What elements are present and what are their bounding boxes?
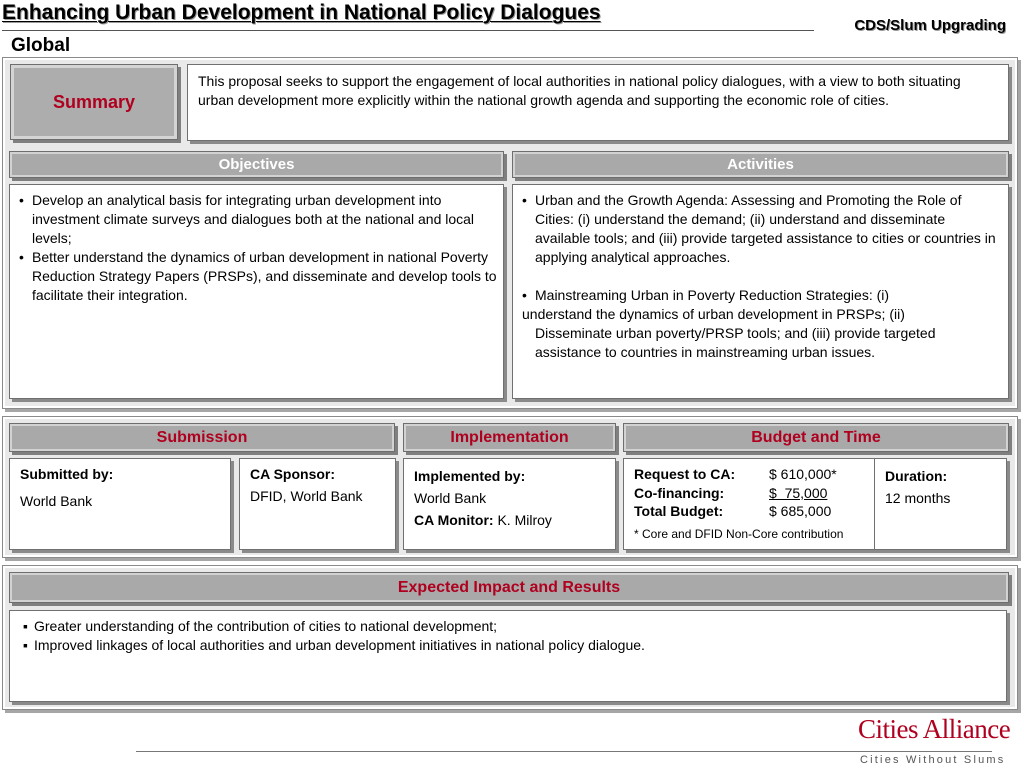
duration-label: Duration: bbox=[885, 468, 948, 484]
cofin-value: $ 75,000 bbox=[769, 484, 828, 501]
objective-item: • Better understand the dynamics of urban development in national Poverty Reduction Strategy Papers (PRSPs), and disseminate and develop tools to facilitate their integration. bbox=[10, 248, 497, 305]
request-label: Request to CA: bbox=[634, 466, 736, 482]
activities-content bbox=[512, 184, 1009, 399]
logo-tagline: Cities Without Slums bbox=[860, 754, 1006, 766]
summary-text: This proposal seeks to support the engagement of local authorities in national policy dialogues, with a view to both situating urban development more explicitly within the national growth agenda and supporting the economic role of cities. bbox=[187, 64, 1009, 141]
budget-header: Budget and Time bbox=[623, 423, 1009, 452]
cities-alliance-logo: Cities Alliance bbox=[858, 714, 1011, 744]
impact-item: ▪ Greater understanding of the contribution of cities to national development; bbox=[23, 617, 996, 636]
objectives-content bbox=[9, 184, 504, 399]
activity-item-second-line: understand the dynamics of urban development in PRSPs; (ii) bbox=[522, 306, 905, 322]
title-divider bbox=[2, 30, 814, 31]
submission-header: Submission bbox=[9, 423, 395, 452]
request-value: $ 610,000* bbox=[769, 466, 837, 482]
summary-label: Summary bbox=[10, 64, 178, 140]
cofin-label: Co-financing: bbox=[634, 484, 725, 501]
monitor-label: CA Monitor: bbox=[414, 512, 494, 528]
monitor-value: K. Milroy bbox=[497, 512, 552, 528]
document-title: Enhancing Urban Development in National Policy Dialogues bbox=[2, 1, 601, 24]
objective-item: • Develop an analytical basis for integrating urban development into investment climate surveys and dialogues both at the national and local levels; bbox=[10, 191, 497, 248]
budget-note: * Core and DFID Non-Core contribution bbox=[634, 526, 844, 541]
activity-item bbox=[513, 286, 998, 305]
activities-header: Activities bbox=[512, 151, 1009, 178]
activity-item-rest: Disseminate urban poverty/PRSP tools; and (iii) provide targeted assistance to countries in mainstreaming urban issues. bbox=[535, 325, 936, 360]
impact-content bbox=[9, 610, 1007, 702]
impact-header: Expected Impact and Results bbox=[9, 572, 1009, 603]
total-value: $ 685,000 bbox=[769, 503, 832, 519]
total-label: Total Budget: bbox=[634, 503, 724, 519]
activity-item-first-line: Mainstreaming Urban in Poverty Reduction Strategies: (i) bbox=[535, 287, 890, 303]
sponsor-value: DFID, World Bank bbox=[250, 488, 363, 504]
implemented-by-label: Implemented by: bbox=[414, 468, 526, 484]
footer-divider bbox=[136, 751, 992, 752]
implemented-by-value: World Bank bbox=[414, 490, 487, 506]
impact-item: ▪ Improved linkages of local authorities and urban development initiatives in national policy dialogue. bbox=[23, 636, 996, 655]
monitor-line bbox=[414, 509, 605, 531]
activity-item: • Urban and the Growth Agenda: Assessing and Promoting the Role of Cities: (i) understand the demand; (ii) understand and disseminate available tools; and (iii) provide targeted assistance to cities or countries in applying analytical approaches. bbox=[513, 191, 998, 267]
sponsor-label: CA Sponsor: bbox=[250, 466, 336, 482]
submitted-by-label: Submitted by: bbox=[20, 466, 114, 482]
duration-value: 12 months bbox=[885, 490, 951, 506]
objectives-header: Objectives bbox=[9, 151, 504, 178]
implementation-header: Implementation bbox=[403, 423, 616, 452]
scope-subtitle: Global bbox=[11, 35, 71, 56]
program-tag: CDS/Slum Upgrading bbox=[854, 17, 1006, 34]
submitted-by-value: World Bank bbox=[20, 493, 93, 509]
